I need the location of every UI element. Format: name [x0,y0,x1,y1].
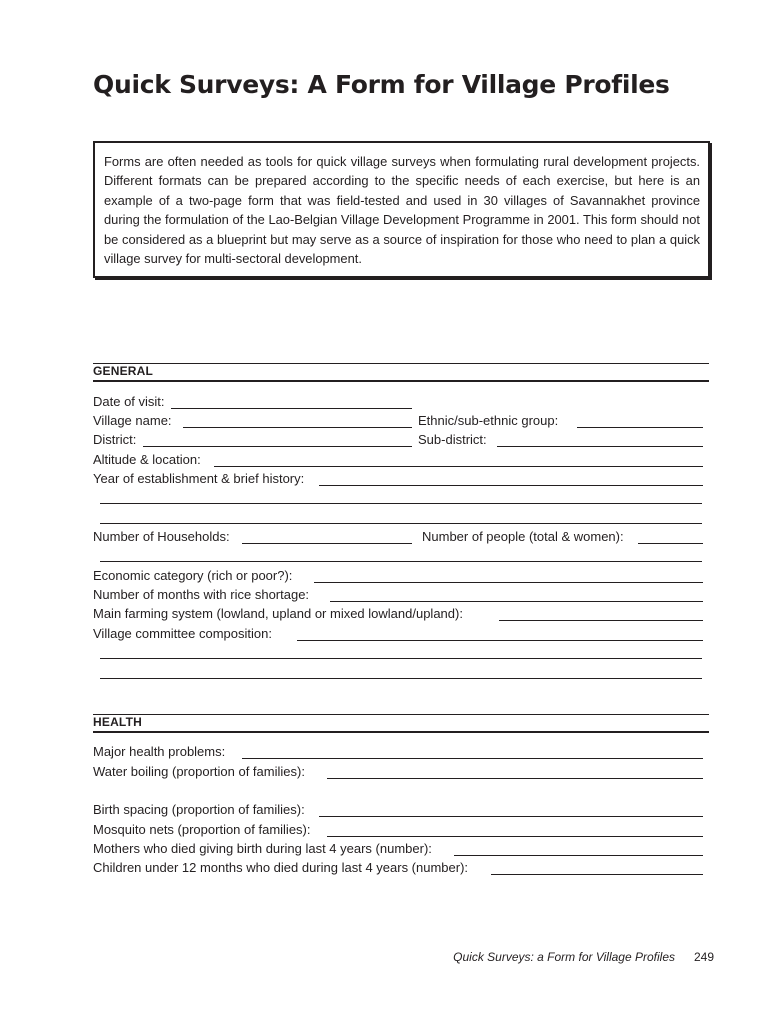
water-boiling-row [93,764,709,780]
general-rule-top [93,363,709,364]
establishment-row [93,471,709,487]
rice-shortage-field[interactable] [330,601,703,602]
committee-field-line-2[interactable] [100,658,702,659]
birth-spacing-field[interactable] [319,816,703,817]
mothers-died-row [93,841,709,857]
birth-spacing-label: Birth spacing (proportion of families): [93,802,305,817]
farming-system-field[interactable] [499,620,703,621]
village-name-row [93,413,709,429]
farming-system-row [93,606,709,622]
mosquito-nets-row [93,822,709,838]
footer-running-title: Quick Surveys: a Form for Village Profiles [453,950,675,964]
health-problems-label: Major health problems: [93,744,226,759]
mothers-died-label: Mothers who died giving birth during last 4 years (number): [93,841,432,856]
section-heading-health: HEALTH [93,715,142,729]
establishment-field-line-2[interactable] [100,503,702,504]
children-died-label: Children under 12 months who died during last 4 years (number): [93,860,469,875]
altitude-row [93,452,709,468]
mothers-died-field[interactable] [454,855,703,856]
rice-shortage-label: Number of months with rice shortage: [93,587,310,602]
altitude-field[interactable] [214,466,703,467]
establishment-label: Year of establishment & brief history: [93,471,305,486]
households-row [93,529,709,545]
health-rule-top [93,714,709,715]
altitude-label: Altitude & location: [93,452,201,467]
water-boiling-field[interactable] [327,778,703,779]
committee-field[interactable] [297,640,703,641]
economic-label: Economic category (rich or poor?): [93,568,293,583]
health-problems-row [93,744,709,760]
district-label: District: [93,432,137,447]
farming-system-label: Main farming system (lowland, upland or mixed lowland/upland): [93,606,463,621]
committee-label: Village committee composition: [93,626,272,641]
mosquito-nets-field[interactable] [327,836,703,837]
people-field[interactable] [638,543,703,544]
village-name-field[interactable] [183,427,412,428]
ethnic-group-field[interactable] [577,427,703,428]
date-of-visit-label: Date of visit: [93,394,165,409]
rice-shortage-row [93,587,709,603]
general-rule-bottom [93,380,709,382]
economic-row [93,568,709,584]
intro-box [93,141,710,278]
households-label: Number of Households: [93,529,230,544]
sub-district-label: Sub-district: [418,432,487,447]
health-rule-bottom [93,731,709,733]
intro-text: Forms are often needed as tools for quick village surveys when formulating rural development projects. Different formats can be prepared according to the specific needs of each exercise, but here is an example of a two-page form that was field-tested and used in 30 villages of Savannakhet province during the formulation of the Lao-Belgian Village Development Programme in 2001. This form should not be considered as a blueprint but may serve as a source of inspiration for those who need to plan a quick village survey for multi-sectoral development. [104,154,700,267]
establishment-field-line-3[interactable] [100,523,702,524]
village-name-label: Village name: [93,413,172,428]
economic-field[interactable] [314,582,703,583]
people-label: Number of people (total & women): [422,529,624,544]
children-died-field[interactable] [491,874,703,875]
sub-district-field[interactable] [497,446,703,447]
mosquito-nets-label: Mosquito nets (proportion of families): [93,822,311,837]
date-of-visit-row [93,394,709,410]
district-field[interactable] [143,446,412,447]
committee-row [93,626,709,642]
birth-spacing-row [93,802,709,818]
health-problems-field[interactable] [242,758,703,759]
date-of-visit-field[interactable] [171,408,412,409]
children-died-row [93,860,709,876]
establishment-field[interactable] [319,485,703,486]
ethnic-group-label: Ethnic/sub-ethnic group: [418,413,559,428]
households-field[interactable] [242,543,412,544]
page-title: Quick Surveys: A Form for Village Profiles [93,70,670,99]
water-boiling-label: Water boiling (proportion of families): [93,764,305,779]
committee-field-line-3[interactable] [100,678,702,679]
section-heading-general: GENERAL [93,364,154,378]
district-row [93,432,709,448]
people-field-line-2[interactable] [100,561,702,562]
footer-page-number: 249 [693,950,714,964]
